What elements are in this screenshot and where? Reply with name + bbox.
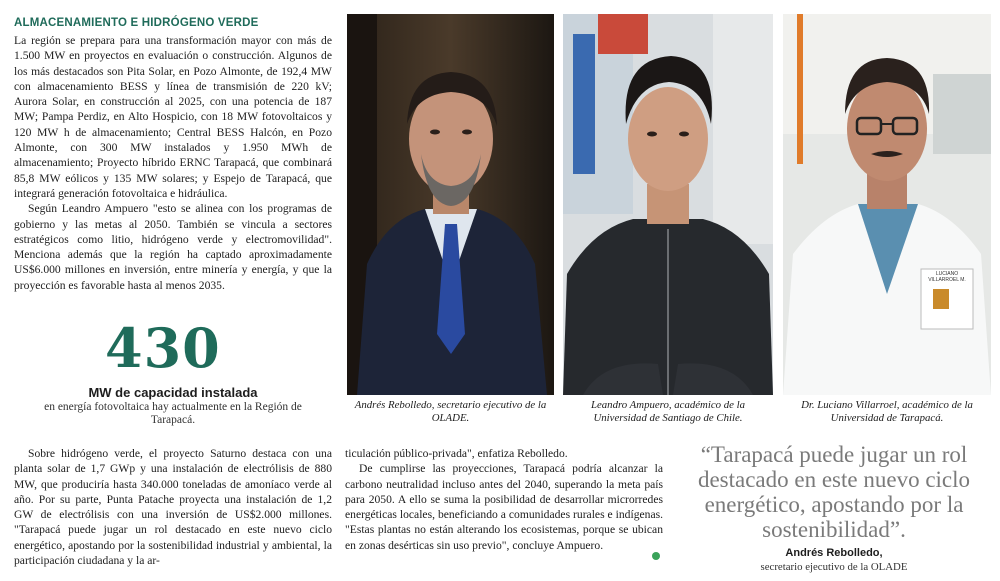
paragraph: La región se prepara para una transformación mayor con más de 1.500 MW en proyectos en evaluación o construcción. Algunos de los más destacados son Pita Solar, en Pozo Almonte, de 192,4 MW con almacenamiento BESS y línea de transmisión de 220 kV; Aurora Solar, en construcción al 2025, con una potencia de 187 MW; Pampa Perdiz, en Alto Hospicio, con 18 MW fotovoltaicos y 120 MW h de almacenamiento; Central BESS Halcón, en Pozo Almonte, con 300 MW instalados y 1.950 MWh de almacenamiento; Proyecto híbrido ERNC Tarapacá, que combinará 85,8 MW eólicos y 135 MW solares; y Espejo de Tarapacá, que integrará generación fotovoltaica e hidráulica. [14,34,332,200]
photo-rebolledo [347,14,554,395]
article-column-1-bottom [14,446,332,568]
stat-description: en energía fotovoltaica hay actualmente en la Región de Tarapacá. [44,401,302,426]
paragraph: ticulación público-privada", enfatiza Rebolledo. [345,447,568,460]
paragraph: Sobre hidrógeno verde, el proyecto Saturno destaca con una planta solar de 1,7 GWp y una instalación de electrólisis de 880 MW, que produciría hasta 340.000 toneladas de amoníaco verde al año. Por su parte, Punta Patache proyecta una instalación de 1,2 GW de electrólisis con una inversión de US$2.000 millones. "Tarapacá puede jugar un rol destacado en este nuevo ciclo energético, apostando por la sostenibilidad industrial y ambiental, la participación ciudadana y la ar- [14,447,332,568]
stat-label: MW de capacidad instalada [88,385,258,400]
quote-author: Andrés Rebolledo, [785,547,883,559]
end-of-article-dot [652,552,660,560]
paragraph: Según Leandro Ampuero "esto se alinea con los programas de gobierno y las metas al 2050. También se vincula a sectores estratégicos como litio, hidrógeno verde y electromovilidad". Menciona además que la región ha captado aproximadamente US$6.000 millones en inversión, entre minería y energía, y que la proyección es favorable hasta al menos 2035. [14,202,332,292]
coat-badge-text: LUCIANO VILLARROEL M. [928,271,966,283]
quote-author-role: secretario ejecutivo de la OLADE [760,561,908,573]
article-column-2 [345,446,663,553]
paragraph: De cumplirse las proyecciones, Tarapacá podría alcanzar la carbono neutralidad incluso antes del 2040, superando la meta país para 2050. A ello se suma la posibilidad de desarrollar microrredes energéticas locales, beneficiando a comunidades rurales e indígenas. "Estas plantas no están alterando los ecosistemas, porque se ubican en zonas desérticas sin uso previo", concluye Ampuero. [345,462,663,552]
pull-quote: “Tarapacá puede jugar un rol destacado en este nuevo ciclo energético, apostando por la sostenibilidad”. [697,442,971,542]
photo-villarroel [783,14,991,395]
caption-ampuero: Leandro Ampuero, académico de la Universidad de Santiago de Chile. [590,399,746,424]
article-column-1 [14,33,332,293]
caption-villarroel: Dr. Luciano Villarroel, académico de la Universidad de Tarapacá. [801,399,973,424]
caption-rebolledo: Andrés Rebolledo, secretario ejecutivo de la OLADE. [354,399,547,424]
photo-ampuero [563,14,773,395]
section-heading: ALMACENAMIENTO E HIDRÓGENO VERDE [14,17,259,29]
stat-number: 430 [105,316,221,380]
